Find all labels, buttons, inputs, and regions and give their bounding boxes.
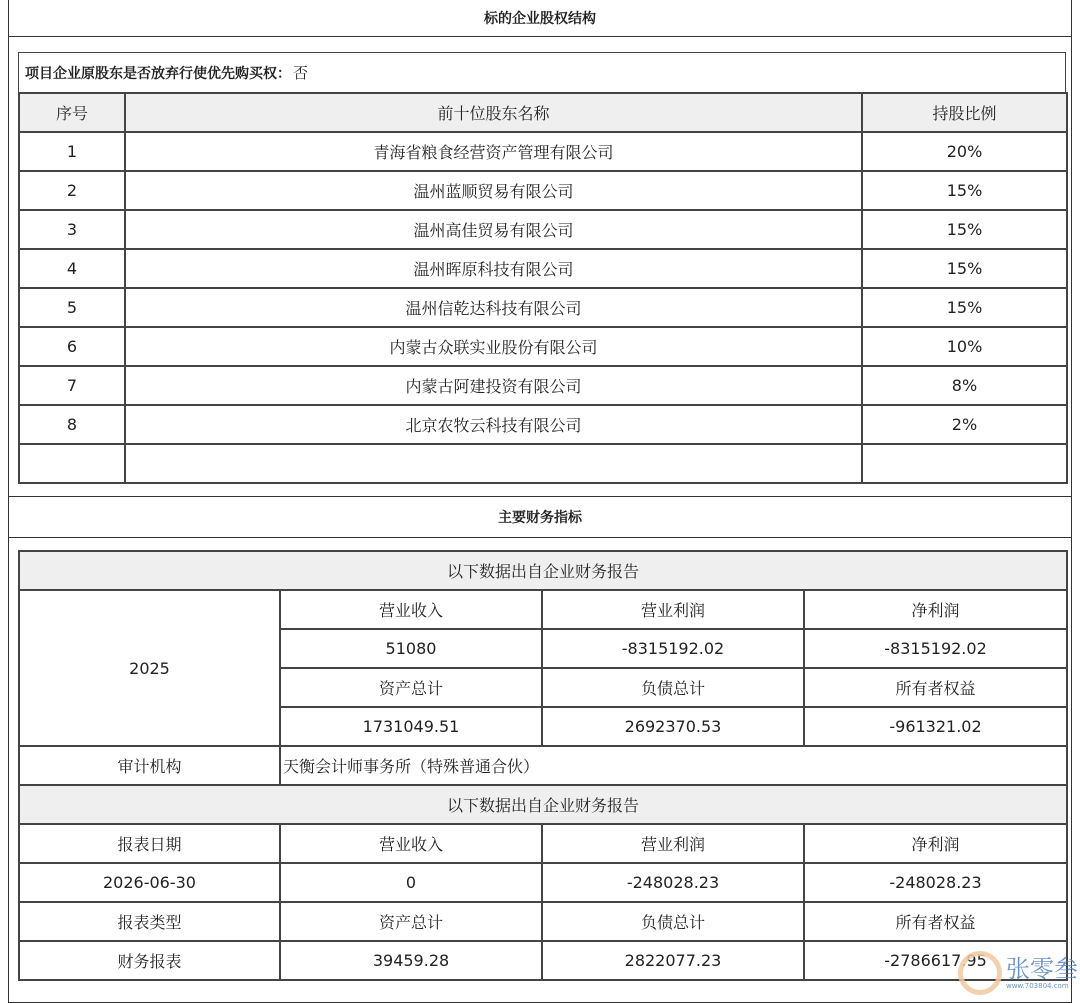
row-ratio: 15%: [862, 249, 1067, 288]
row-ratio: 15%: [862, 171, 1067, 210]
row-ratio: 2%: [862, 405, 1067, 444]
row-no: 5: [19, 288, 125, 327]
shareholder-table-header: [19, 93, 1067, 132]
label-report-date: 报表日期: [19, 824, 280, 863]
row-name: 温州信乾达科技有限公司: [125, 288, 862, 327]
row-name: 温州晖原科技有限公司: [125, 249, 862, 288]
label-net-profit-2: 净利润: [804, 824, 1067, 863]
label-owner-equity-2: 所有者权益: [804, 902, 1067, 941]
table-row: [19, 249, 1067, 288]
table-row: [19, 366, 1067, 405]
watermark-name: 张零叁: [1006, 955, 1078, 983]
value-report-type: 财务报表: [19, 941, 280, 980]
label-total-assets-2: 资产总计: [280, 902, 542, 941]
row-name: 北京农牧云科技有限公司: [125, 405, 862, 444]
auditor-value: 天衡会计师事务所（特殊普通合伙）: [280, 746, 1067, 785]
label-operating-profit: 营业利润: [542, 590, 804, 629]
row-name-empty: [125, 444, 862, 483]
value-operating-profit: -8315192.02: [542, 629, 804, 668]
table-row: [19, 210, 1067, 249]
row-name: 内蒙古众联实业股份有限公司: [125, 327, 862, 366]
row-no-empty: [19, 444, 125, 483]
value-net-profit: -8315192.02: [804, 629, 1067, 668]
shareholder-table: [18, 92, 1068, 484]
financial-block2-heading: 以下数据出自企业财务报告: [19, 785, 1067, 824]
row-ratio: 15%: [862, 288, 1067, 327]
label-total-liabilities-2: 负债总计: [542, 902, 804, 941]
auditor-label: 审计机构: [19, 746, 280, 785]
value-net-profit-2: -248028.23: [804, 863, 1067, 902]
table-row: [19, 171, 1067, 210]
col-header-name: 前十位股东名称: [125, 93, 862, 132]
preemptive-right-waiver: [18, 52, 1066, 92]
financial-table: [18, 550, 1068, 981]
watermark-text: [1006, 956, 1078, 990]
watermark-circle-icon: [958, 951, 1002, 995]
watermark-url: www.703804.com: [1006, 982, 1069, 990]
section-title-equity: 标的企业股权结构: [8, 0, 1072, 37]
row-name: 青海省粮食经营资产管理有限公司: [125, 132, 862, 171]
row-ratio-empty: [862, 444, 1067, 483]
row-no: 1: [19, 132, 125, 171]
row-name: 内蒙古阿建投资有限公司: [125, 366, 862, 405]
value-report-date: 2026-06-30: [19, 863, 280, 902]
table-row-empty: [19, 444, 1067, 483]
row-name: 温州蓝顺贸易有限公司: [125, 171, 862, 210]
value-owner-equity: -961321.02: [804, 707, 1067, 746]
label-net-profit: 净利润: [804, 590, 1067, 629]
row-no: 8: [19, 405, 125, 444]
table-row: [19, 327, 1067, 366]
row-no: 7: [19, 366, 125, 405]
row-ratio: 10%: [862, 327, 1067, 366]
value-total-liabilities-2: 2822077.23: [542, 941, 804, 980]
label-owner-equity: 所有者权益: [804, 668, 1067, 707]
report-year: 2025: [19, 590, 280, 746]
col-header-no: 序号: [19, 93, 125, 132]
waiver-label: 项目企业原股东是否放弃行使优先购买权：: [25, 65, 291, 82]
label-report-type: 报表类型: [19, 902, 280, 941]
watermark-logo: [958, 944, 1078, 1002]
table-row: [19, 405, 1067, 444]
value-total-liabilities: 2692370.53: [542, 707, 804, 746]
row-no: 2: [19, 171, 125, 210]
row-name: 温州高佳贸易有限公司: [125, 210, 862, 249]
value-total-assets-2: 39459.28: [280, 941, 542, 980]
row-ratio: 15%: [862, 210, 1067, 249]
table-row: [19, 132, 1067, 171]
value-operating-profit-2: -248028.23: [542, 863, 804, 902]
label-revenue: 营业收入: [280, 590, 542, 629]
section-title-financials: 主要财务指标: [8, 497, 1072, 538]
financial-block1-heading: 以下数据出自企业财务报告: [19, 551, 1067, 590]
waiver-value: 否: [293, 64, 309, 82]
value-revenue: 51080: [280, 629, 542, 668]
row-no: 3: [19, 210, 125, 249]
label-revenue-2: 营业收入: [280, 824, 542, 863]
row-no: 4: [19, 249, 125, 288]
value-revenue-2: 0: [280, 863, 542, 902]
label-operating-profit-2: 营业利润: [542, 824, 804, 863]
label-total-assets: 资产总计: [280, 668, 542, 707]
row-ratio: 8%: [862, 366, 1067, 405]
value-owner-equity-2: -2786617.95: [804, 941, 1067, 980]
label-total-liabilities: 负债总计: [542, 668, 804, 707]
row-ratio: 20%: [862, 132, 1067, 171]
col-header-ratio: 持股比例: [862, 93, 1067, 132]
value-total-assets: 1731049.51: [280, 707, 542, 746]
row-no: 6: [19, 327, 125, 366]
table-row: [19, 288, 1067, 327]
